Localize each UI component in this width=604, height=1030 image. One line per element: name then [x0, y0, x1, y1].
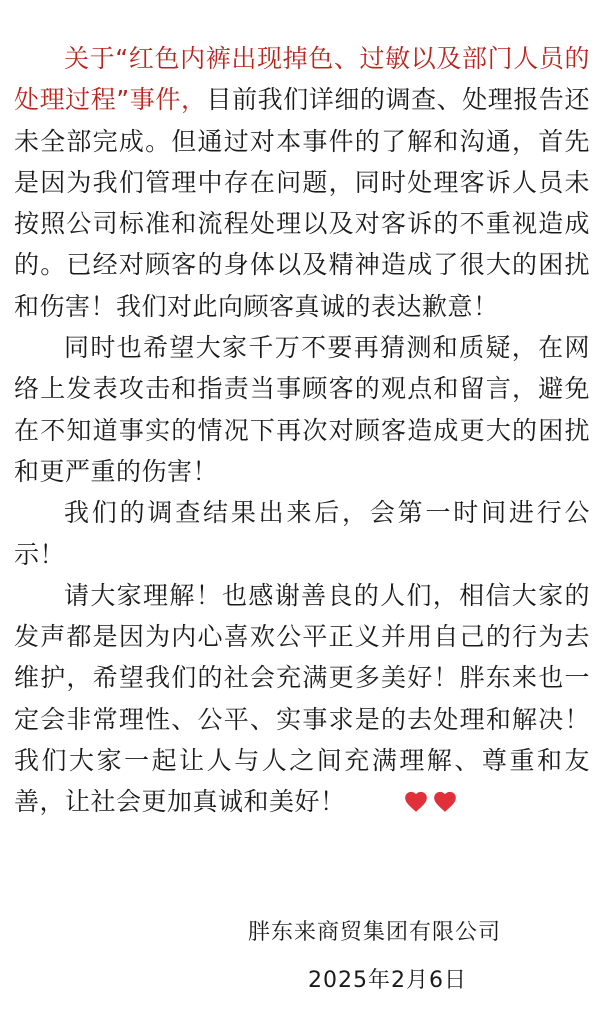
paragraph-2: 同时也希望大家千万不要再猜测和质疑，在网络上发表攻击和指责当事顾客的观点和留言，避免在不知道事实的情况下再次对顾客造成更大的困扰和更严重的伤害！	[14, 333, 590, 486]
hearts	[350, 784, 458, 825]
incident-title: 关于“红色内裤出现掉色、过敏以及部门人员的处理过程”事件，	[14, 44, 590, 115]
issue-date: 2025年2月6日	[308, 968, 467, 993]
heart-icon	[432, 789, 458, 813]
letter-body	[14, 38, 590, 826]
paragraph-1-text: 目前我们详细的调查、处理报告还未全部完成。但通过对本事件的了解和沟通，首先是因为我们管理中存在问题，同时处理客诉人员未按照公司标准和流程处理以及对客诉的不重视造成的。已经对顾客的身体以及精神造成了很大的困扰和伤害！我们对此向顾客真诚的表达歉意！	[14, 85, 590, 321]
paragraph-4	[14, 575, 590, 826]
paragraph-4-text: 请大家理解！也感谢善良的人们，相信大家的发声都是因为内心喜欢公平正义并用自己的行为去维护，希望我们的社会充满更多美好！胖东来也一定会非常理性、公平、实事求是的去处理和解决！我们大家一起让人与人之间充满理解、尊重和友善，让社会更加真诚和美好！	[14, 580, 590, 817]
paragraph-3: 我们的调查结果出来后，会第一时间进行公示！	[14, 498, 590, 569]
company-name: 胖东来商贸集团有限公司	[248, 920, 502, 945]
paragraph-1	[14, 38, 590, 327]
heart-icon	[403, 789, 429, 813]
